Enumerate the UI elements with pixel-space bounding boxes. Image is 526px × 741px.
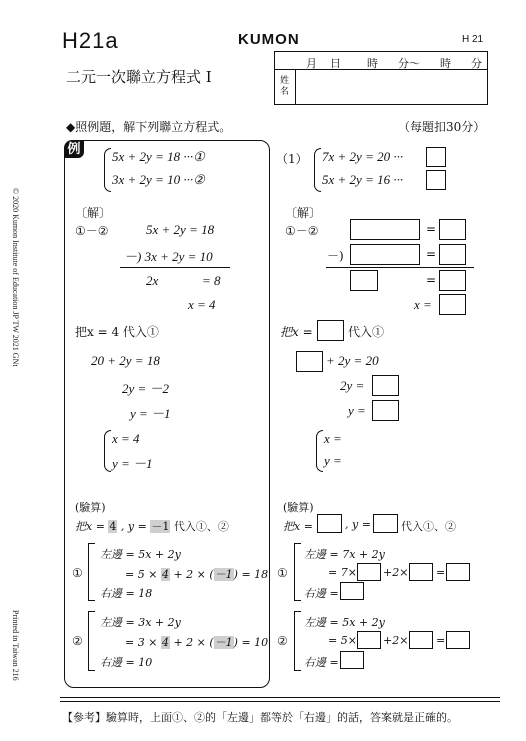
problem1-check-y-box[interactable]: [373, 514, 398, 533]
example-check2-line3: 右邊 = 10: [100, 656, 153, 669]
date-hour2-label: 時: [440, 57, 451, 70]
problem1-check2-box2[interactable]: [409, 631, 433, 649]
problem1-substitute-prefix: 把x =: [280, 325, 313, 339]
problem1-check2-box3[interactable]: [446, 631, 470, 649]
example-check2-bracket: [88, 611, 95, 671]
date-minute-label: 分～: [398, 57, 420, 70]
example-answer-brace: [104, 430, 111, 472]
example-check1-line3: 右邊 = 18: [100, 587, 153, 600]
problem1-check1-box3[interactable]: [446, 563, 470, 581]
example-eq2: 3x + 2y = 10 ···②: [112, 172, 205, 187]
problem1-check1-bracket: [294, 543, 301, 601]
problem1-number: （1）: [276, 152, 308, 166]
example-check1-mid: + 2 × (: [173, 568, 214, 581]
problem1-x-box[interactable]: [439, 294, 466, 315]
problem1-calc1: + 2y = 20: [326, 353, 379, 368]
problem1-check1-mark: ①: [277, 566, 288, 580]
example-calc2: 2y = －2: [122, 381, 170, 396]
problem1-sub-row2-box[interactable]: [350, 244, 420, 265]
example-check-suffix: 代入①、②: [173, 520, 229, 533]
example-check-line: [75, 518, 229, 534]
problem1-check1-l2a: = 7×: [328, 566, 357, 579]
problem1-calc3-label: y =: [348, 403, 366, 418]
worksheet-code: H21a: [62, 28, 119, 53]
problem1-calc2-label: 2y =: [340, 378, 365, 393]
example-calc3: y = －1: [130, 406, 171, 421]
instruction-text: ◆照例題，解下列聯立方程式。: [66, 120, 232, 134]
footer-rule: [60, 697, 500, 702]
problem1-check2-box1[interactable]: [357, 631, 381, 649]
problem1-check2-line3: 右邊 =: [304, 656, 339, 669]
copyright-text: © 2020 Kumon Institute of Education JP TW 2021 GNt: [11, 188, 20, 367]
problem1-check1-box2[interactable]: [409, 563, 433, 581]
example-check-mid: , y =: [120, 520, 147, 533]
example-badge: 例: [64, 140, 84, 158]
example-check2-line1: 左邊 = 3x + 2y: [100, 616, 181, 629]
example-check1-mark: ①: [72, 566, 83, 580]
problem1-sub-row1-box[interactable]: [350, 219, 420, 240]
example-check2-x: 4: [161, 636, 169, 649]
example-check1-line2: [125, 566, 268, 582]
page-title: 二元一次聯立方程式 Ⅰ: [66, 68, 212, 86]
name-field[interactable]: [296, 69, 486, 103]
page-code: H 21: [462, 34, 484, 45]
problem1-sub-row2-eq: =: [426, 247, 437, 261]
problem1-answer-y: y =: [324, 453, 342, 468]
problem1-check-prefix: 把x =: [283, 520, 313, 533]
example-solve-label: 〔解〕: [75, 206, 112, 220]
example-check2-pre: = 3 ×: [125, 636, 158, 649]
problem1-sub-row3-rhs[interactable]: [439, 270, 466, 291]
example-sub-line3-right: = 8: [202, 273, 221, 288]
problem1-sub-row1-eq: =: [426, 222, 437, 236]
date-minute2-label: 分: [471, 57, 482, 70]
problem1-sub-row3-box[interactable]: [350, 270, 378, 291]
kumon-logo: KUMON: [238, 31, 300, 48]
problem1-x-label: x =: [414, 297, 432, 312]
example-check-y-value: －1: [151, 520, 170, 533]
date-day-label: 日: [330, 57, 341, 70]
problem1-solve-label: 〔解〕: [285, 206, 322, 220]
example-check1-y: －1: [214, 568, 233, 581]
problem1-system-brace: [314, 148, 321, 192]
example-check2-line2: [125, 634, 268, 650]
problem1-eq1: 7x + 2y = 20 ···: [322, 149, 404, 164]
example-check1-post: ) = 18: [233, 568, 269, 581]
example-check-label: (驗算): [75, 501, 106, 514]
problem1-check2-line1: 左邊 = 5x + 2y: [304, 616, 385, 629]
problem1-check2-l2c: =: [436, 634, 446, 647]
example-check-x-value: 4: [109, 520, 117, 533]
problem1-calc1-box[interactable]: [296, 351, 323, 372]
example-check1-x: 4: [161, 568, 169, 581]
problem1-sub-rule: [326, 267, 474, 268]
problem1-check-label: (驗算): [283, 501, 314, 514]
problem1-substitute-box[interactable]: [317, 320, 344, 341]
problem1-check2-l2a: = 5×: [328, 634, 357, 647]
example-check2-mid: + 2 × (: [173, 636, 214, 649]
problem1-answer-brace: [316, 430, 323, 472]
date-hour-label: 時: [367, 57, 378, 70]
example-sub-line2: －) 3x + 2y = 10: [124, 249, 213, 264]
example-answer-y: y = －1: [112, 456, 153, 471]
example-sub-line1: 5x + 2y = 18: [146, 222, 215, 237]
problem1-check1-line1: 左邊 = 7x + 2y: [304, 548, 385, 561]
example-check2-post: ) = 10: [233, 636, 269, 649]
problem1-eq1-label-box[interactable]: [426, 147, 446, 167]
problem1-step-label: ①－②: [285, 224, 319, 238]
example-check-prefix: 把x =: [75, 520, 105, 533]
problem1-calc2-box[interactable]: [372, 375, 399, 396]
problem1-check1-box1[interactable]: [357, 563, 381, 581]
example-sub-rule: [120, 267, 230, 268]
problem1-check1-l2b: +2×: [383, 566, 409, 579]
problem1-check2-bracket: [294, 611, 301, 671]
example-step-label: ①－②: [75, 224, 109, 238]
problem1-check1-l2c: =: [436, 566, 446, 579]
problem1-substitute-suffix: 代入①: [348, 325, 385, 339]
problem1-sub-row2-rhs[interactable]: [439, 244, 466, 265]
problem1-sub-row1-rhs[interactable]: [439, 219, 466, 240]
name-label: 姓名: [280, 76, 290, 97]
print-info-text: Printed in Taiwan 216: [11, 610, 20, 681]
example-calc1: 20 + 2y = 18: [91, 353, 160, 368]
example-check1-bracket: [88, 543, 95, 601]
problem1-eq2: 5x + 2y = 16 ···: [322, 172, 404, 187]
footer-note: 【參考】驗算時，上面①、②的「左邊」都等於「右邊」的話，答案就是正確的。: [62, 711, 458, 724]
problem1-check2-l2b: +2×: [383, 634, 409, 647]
date-month-label: 月: [306, 57, 317, 70]
score-note: （每題扣30分）: [398, 120, 486, 134]
problem1-check-mid: , y =: [345, 518, 371, 531]
problem1-check2-box4[interactable]: [340, 651, 364, 669]
example-answer-x: x = 4: [112, 431, 140, 446]
example-sub-line3-left: 2x: [146, 273, 159, 288]
problem1-check-suffix: 代入①、②: [401, 520, 456, 533]
problem1-answer-x: x =: [324, 431, 342, 446]
problem1-check1-box4[interactable]: [340, 582, 364, 600]
example-check2-y: －1: [214, 636, 233, 649]
example-x-result: x = 4: [188, 297, 216, 312]
problem1-eq2-label-box[interactable]: [426, 170, 446, 190]
problem1-minus-label: －): [327, 249, 344, 263]
example-eq1: 5x + 2y = 18 ···①: [112, 149, 205, 164]
problem1-check-x-box[interactable]: [317, 514, 342, 533]
example-check1-line1: 左邊 = 5x + 2y: [100, 548, 181, 561]
example-substitute: 把x = 4 代入①: [75, 325, 159, 339]
problem1-check1-line3: 右邊 =: [304, 587, 339, 600]
example-check2-mark: ②: [72, 634, 83, 648]
example-check1-pre: = 5 ×: [125, 568, 158, 581]
problem1-sub-row3-eq: =: [426, 273, 437, 287]
problem1-check2-mark: ②: [277, 634, 288, 648]
example-system-brace: [104, 148, 111, 192]
problem1-calc3-box[interactable]: [372, 400, 399, 421]
